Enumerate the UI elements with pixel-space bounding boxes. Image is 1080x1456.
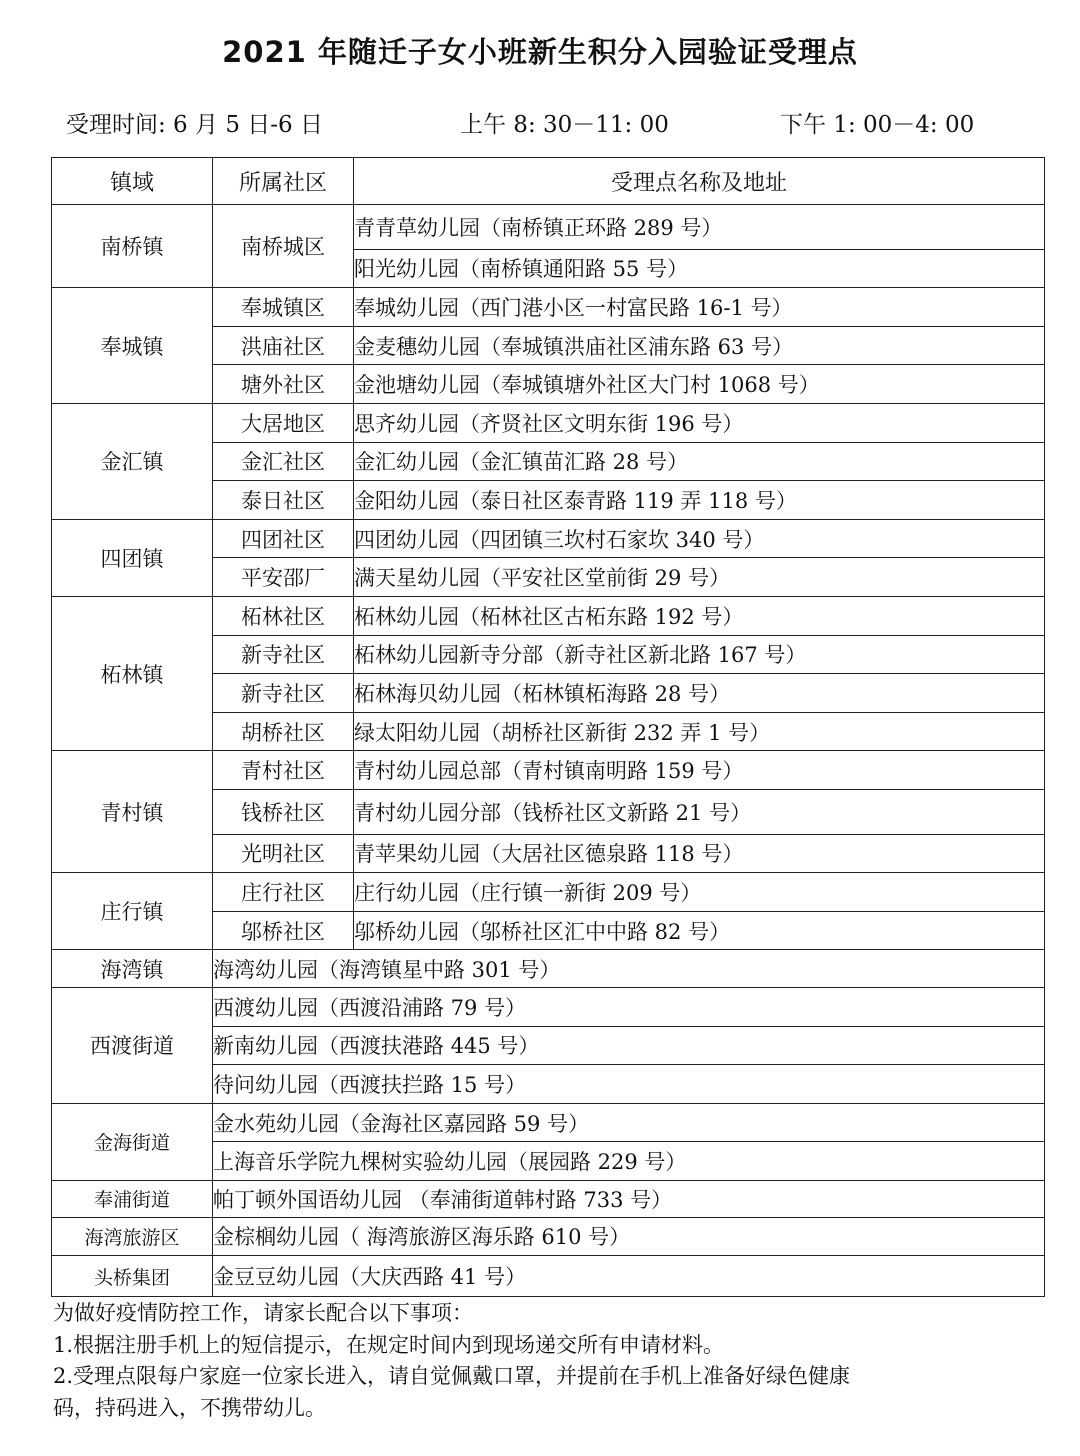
town-cell: 海湾镇: [52, 950, 213, 988]
header-site: 受理点名称及地址: [354, 158, 1045, 205]
community-cell: 塘外社区: [213, 365, 354, 404]
town-cell: 四团镇: [52, 519, 213, 596]
table-row: [52, 1103, 1045, 1142]
town-cell: 奉城镇: [52, 288, 213, 404]
site-cell: 柘林幼儿园（柘林社区古柘东路 192 号）: [354, 597, 1045, 636]
community-cell: 洪庙社区: [213, 326, 354, 365]
site-cell: 思齐幼儿园（齐贤社区文明东街 196 号）: [354, 404, 1045, 443]
table-row: [52, 1181, 1045, 1218]
site-cell: 上海音乐学院九棵树实验幼儿园（展园路 229 号）: [213, 1142, 1045, 1181]
community-cell: 泰日社区: [213, 481, 354, 520]
site-cell: 青青草幼儿园（南桥镇正环路 289 号）: [354, 205, 1045, 250]
community-cell: 邬桥社区: [213, 911, 354, 950]
town-cell: 金汇镇: [52, 404, 213, 520]
notice-section: [53, 1298, 1053, 1424]
site-cell: 金汇幼儿园（金汇镇苗汇路 28 号）: [354, 442, 1045, 481]
community-cell: 庄行社区: [213, 873, 354, 912]
table-row: [52, 288, 1045, 327]
table-row: [52, 751, 1045, 790]
site-cell: 金麦穗幼儿园（奉城镇洪庙社区浦东路 63 号）: [354, 326, 1045, 365]
community-cell: 光明社区: [213, 834, 354, 873]
notice-item: 码，持码进入，不携带幼儿。: [53, 1395, 326, 1420]
community-cell: 新寺社区: [213, 635, 354, 674]
site-cell: 奉城幼儿园（西门港小区一村富民路 16-1 号）: [354, 288, 1045, 327]
notice-item: 2.受理点限每户家庭一位家长进入，请自觉佩戴口罩，并提前在手机上准备好绿色健康: [53, 1364, 851, 1388]
town-cell: 西渡街道: [52, 988, 213, 1104]
site-cell: 金水苑幼儿园（金海社区嘉园路 59 号）: [213, 1103, 1045, 1142]
town-cell: 青村镇: [52, 751, 213, 873]
table-row: [52, 1217, 1045, 1256]
page-title: 2021 年随迁子女小班新生积分入园验证受理点: [222, 35, 858, 69]
site-cell: 金阳幼儿园（泰日社区泰青路 119 弄 118 号）: [354, 481, 1045, 520]
site-cell: 柘林幼儿园新寺分部（新寺社区新北路 167 号）: [354, 635, 1045, 674]
header-community: 所属社区: [213, 158, 354, 205]
community-cell: 四团社区: [213, 519, 354, 558]
site-cell: 新南幼儿园（西渡扶港路 445 号）: [213, 1026, 1045, 1065]
table-row: [52, 404, 1045, 443]
site-cell: 青苹果幼儿园（大居社区德泉路 118 号）: [354, 834, 1045, 873]
acceptance-sites-table: [51, 157, 1045, 1297]
community-cell: 新寺社区: [213, 674, 354, 713]
site-cell: 四团幼儿园（四团镇三坎村石家坎 340 号）: [354, 519, 1045, 558]
town-cell: 头桥集团: [52, 1256, 213, 1297]
community-cell: 钱桥社区: [213, 790, 354, 835]
acceptance-time-label: 受理时间: 6 月 5 日-6 日: [66, 112, 323, 138]
site-cell: 庄行幼儿园（庄行镇一新街 209 号）: [354, 873, 1045, 912]
town-cell: 柘林镇: [52, 597, 213, 751]
site-cell: 金豆豆幼儿园（大庆西路 41 号）: [213, 1256, 1045, 1297]
site-cell: 帕丁顿外国语幼儿园 （奉浦街道韩村路 733 号）: [213, 1181, 1045, 1218]
town-cell: 海湾旅游区: [52, 1217, 213, 1256]
site-cell: 满天星幼儿园（平安社区堂前街 29 号）: [354, 558, 1045, 597]
table-row: [52, 1256, 1045, 1297]
site-cell: 金棕榈幼儿园（ 海湾旅游区海乐路 610 号）: [213, 1217, 1045, 1256]
table-row: [52, 519, 1045, 558]
community-cell: 胡桥社区: [213, 712, 354, 751]
site-cell: 青村幼儿园总部（青村镇南明路 159 号）: [354, 751, 1045, 790]
community-cell: 金汇社区: [213, 442, 354, 481]
notice-item: 1.根据注册手机上的短信提示，在规定时间内到现场递交所有申请材料。: [53, 1332, 725, 1357]
site-cell: 西渡幼儿园（西渡沿浦路 79 号）: [213, 988, 1045, 1027]
site-cell: 柘林海贝幼儿园（柘林镇柘海路 28 号）: [354, 674, 1045, 713]
table-row: [52, 597, 1045, 636]
site-cell: 邬桥幼儿园（邬桥社区汇中中路 82 号）: [354, 911, 1045, 950]
community-cell: 大居地区: [213, 404, 354, 443]
community-cell: 平安邵厂: [213, 558, 354, 597]
afternoon-hours: 下午 1: 00－4: 00: [780, 112, 975, 138]
acceptance-time: [66, 106, 1046, 142]
site-cell: 阳光幼儿园（南桥镇通阳路 55 号）: [354, 249, 1045, 288]
town-cell: 南桥镇: [52, 205, 213, 288]
site-cell: 青村幼儿园分部（钱桥社区文新路 21 号）: [354, 790, 1045, 835]
community-cell: 柘林社区: [213, 597, 354, 636]
community-cell: 奉城镇区: [213, 288, 354, 327]
site-cell: 金池塘幼儿园（奉城镇塘外社区大门村 1068 号）: [354, 365, 1045, 404]
header-town: 镇域: [52, 158, 213, 205]
table-row: [52, 873, 1045, 912]
table-row: [52, 205, 1045, 250]
site-cell: 绿太阳幼儿园（胡桥社区新街 232 弄 1 号）: [354, 712, 1045, 751]
table-row: [52, 950, 1045, 988]
morning-hours: 上午 8: 30－11: 00: [460, 112, 669, 138]
town-cell: 奉浦街道: [52, 1181, 213, 1218]
table-row: [52, 988, 1045, 1027]
community-cell: 南桥城区: [213, 205, 354, 288]
site-cell: 待问幼儿园（西渡扶拦路 15 号）: [213, 1065, 1045, 1104]
town-cell: 庄行镇: [52, 873, 213, 950]
table-header-row: [52, 158, 1045, 205]
community-cell: 青村社区: [213, 751, 354, 790]
town-cell: 金海街道: [52, 1103, 213, 1180]
site-cell: 海湾幼儿园（海湾镇星中路 301 号）: [213, 950, 1045, 988]
notice-heading: 为做好疫情防控工作，请家长配合以下事项：: [53, 1301, 473, 1325]
